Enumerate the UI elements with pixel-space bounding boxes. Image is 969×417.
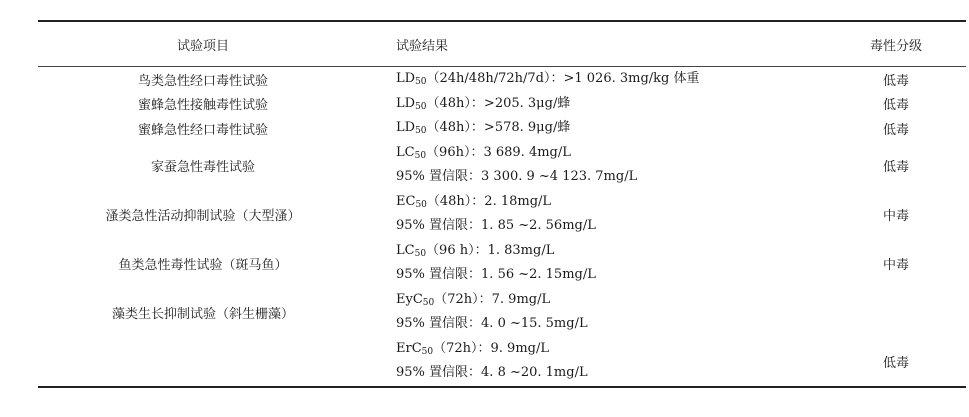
- cell-toxicity-level: 低毒: [882, 73, 909, 89]
- result-symbol: LC: [396, 144, 415, 160]
- result-subscript: 50: [422, 297, 435, 308]
- cell-test-result: [368, 67, 826, 92]
- table-row: [38, 141, 966, 166]
- cell-test-result: [368, 92, 826, 117]
- cell-toxicity-level: 低毒: [882, 98, 909, 114]
- result-subscript: 50: [415, 199, 427, 210]
- table-row: [38, 239, 966, 264]
- cell-test-result: [368, 337, 826, 362]
- result-symbol: LD: [396, 120, 416, 135]
- result-text: 95% 置信限：3 300. 9 ~4 123. 7mg/L: [396, 169, 638, 184]
- cell-test-result: [368, 361, 826, 387]
- cell-test-result: [368, 116, 826, 141]
- cell-test-result: [368, 214, 826, 239]
- cell-test-item: 鸟类急性经口毒性试验: [137, 73, 268, 89]
- result-text: 95% 置信限：1. 85 ~2. 56mg/L: [396, 218, 596, 233]
- result-symbol: EC: [396, 193, 416, 209]
- table-row: [38, 116, 966, 141]
- cell-test-result: [368, 263, 826, 288]
- result-subscript: 50: [414, 150, 427, 161]
- cell-test-result: [368, 312, 826, 337]
- table-row: [38, 288, 966, 313]
- cell-test-result: [368, 239, 826, 264]
- result-text: （96 h）：1. 83mg/L: [426, 242, 555, 258]
- result-text: 95% 置信限：1. 56 ~2. 15mg/L: [396, 267, 596, 282]
- result-text: （48h）：>578. 9μg/蜂: [426, 120, 571, 135]
- result-subscript: 50: [415, 101, 427, 112]
- table-header-row: [38, 21, 966, 67]
- result-symbol: LD: [396, 71, 416, 86]
- table-body: [38, 67, 966, 387]
- result-subscript: 50: [421, 346, 434, 357]
- cell-test-item: [38, 337, 368, 387]
- cell-test-item: 蜜蜂急性经口毒性试验: [137, 122, 268, 138]
- cell-test-item: 藻类生长抑制试验（斜生栅藻）: [111, 306, 294, 322]
- toxicity-table-container: [38, 20, 938, 388]
- result-text: （24h/48h/72h/7d）：>1 026. 3mg/kg 体重: [426, 71, 700, 86]
- result-text: （48h）：2. 18mg/L: [426, 193, 552, 209]
- table-row: [38, 337, 966, 362]
- header-result: 试验结果: [396, 38, 449, 54]
- result-text: （72h）：7. 9mg/L: [434, 291, 551, 307]
- header-item: 试验项目: [176, 38, 229, 54]
- cell-test-item: 家蚕急性毒性试验: [150, 159, 255, 175]
- cell-test-result: [368, 141, 826, 166]
- result-symbol: LD: [396, 95, 416, 111]
- result-text: （72h）：9. 9mg/L: [433, 340, 549, 356]
- cell-test-item: 蜜蜂急性接触毒性试验: [137, 98, 268, 114]
- cell-test-result: [368, 288, 826, 313]
- table-row: [38, 67, 966, 92]
- cell-toxicity-level: 中毒: [882, 257, 909, 273]
- result-text: （48h）：>205. 3μg/蜂: [426, 95, 571, 111]
- toxicity-table: [38, 20, 966, 388]
- cell-toxicity-level: 低毒: [882, 159, 909, 175]
- cell-test-result: [368, 165, 826, 190]
- result-symbol: ErC: [396, 340, 422, 356]
- result-text: 95% 置信限：4. 0 ~15. 5mg/L: [396, 316, 588, 331]
- table-row: [38, 190, 966, 215]
- cell-test-item: 溞类急性活动抑制试验（大型溞）: [105, 208, 301, 224]
- result-symbol: EyC: [396, 291, 423, 307]
- result-symbol: LC: [396, 242, 415, 258]
- cell-toxicity-level: 低毒: [882, 355, 909, 371]
- cell-toxicity-level: 低毒: [882, 122, 909, 138]
- cell-toxicity-level: [826, 288, 966, 337]
- result-text: 95% 置信限：4. 8 ~20. 1mg/L: [396, 365, 588, 380]
- cell-test-result: [368, 190, 826, 215]
- result-subscript: 50: [415, 126, 427, 136]
- header-level: 毒性分级: [869, 38, 922, 54]
- cell-toxicity-level: 中毒: [882, 208, 909, 224]
- result-text: （96h）：3 689. 4mg/L: [426, 144, 571, 160]
- result-subscript: 50: [415, 77, 427, 87]
- cell-test-item: 鱼类急性毒性试验（斑马鱼）: [118, 257, 288, 273]
- result-subscript: 50: [414, 248, 427, 259]
- table-row: [38, 92, 966, 117]
